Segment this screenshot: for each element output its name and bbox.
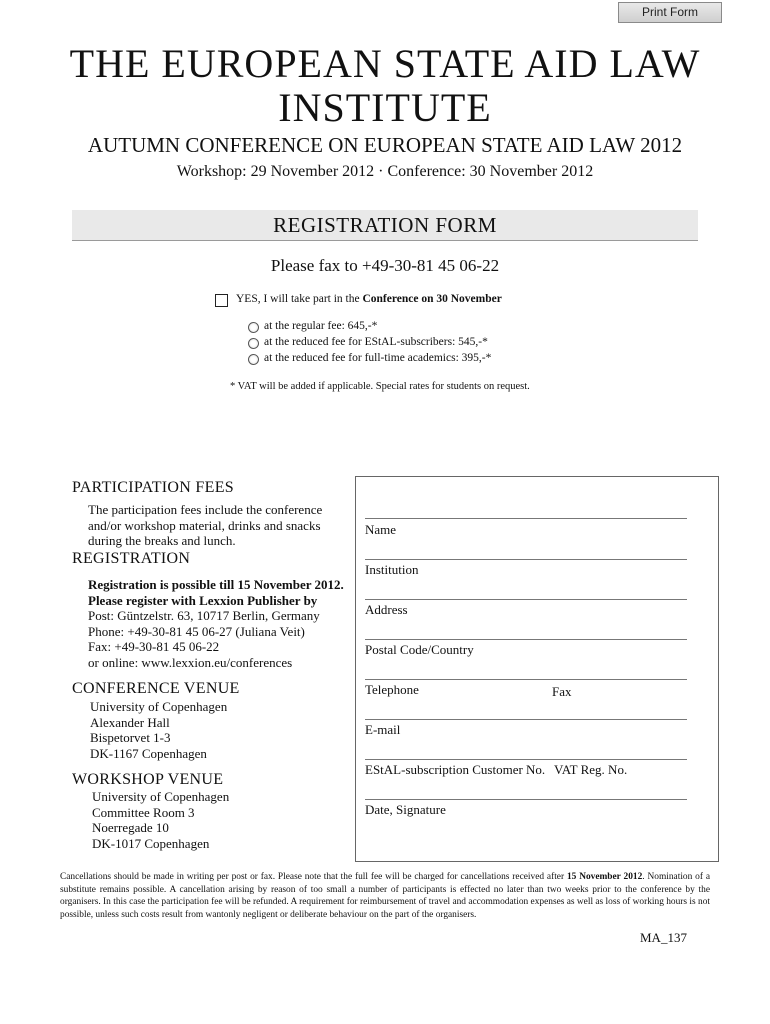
participation-fees-text — [88, 502, 346, 549]
vat-no-label: VAT Reg. No. — [554, 762, 628, 777]
registration-form-heading: REGISTRATION FORM — [273, 213, 497, 237]
registration-deadline: Registration is possible till 15 November 2012. — [88, 577, 344, 592]
event-dates: Workshop: 29 November 2012 · Conference: 30 November 2012 — [176, 163, 594, 180]
address-field[interactable] — [365, 599, 687, 600]
workshop-venue-text — [92, 789, 229, 851]
participation-line: and/or workshop material, drinks and snacks — [88, 517, 321, 533]
registration-publisher: Please register with Lexxion Publisher by — [88, 592, 318, 608]
registration-heading: REGISTRATION — [72, 550, 191, 567]
postal-label: Postal Code/Country — [365, 642, 474, 657]
signature-label: Date, Signature — [365, 802, 446, 817]
customer-no-label: EStAL-subscription Customer No. — [365, 762, 546, 777]
name-field[interactable] — [365, 518, 687, 519]
conference-attendance-label — [236, 293, 502, 305]
conference-venue-heading: CONFERENCE VENUE — [72, 680, 240, 697]
venue-line: DK-1167 Copenhagen — [90, 745, 207, 761]
venue-line: Bispetorvet 1-3 — [90, 730, 171, 745]
terms-bold-date: 15 November 2012 — [566, 872, 643, 882]
terms-part-1: Cancellations should be made in writing per post or fax. Please note that the full fee will be charged for cancellations received after — [60, 872, 567, 882]
institution-field[interactable] — [365, 559, 687, 560]
title-line-1: THE EUROPEAN STATE AID LAW — [69, 41, 701, 86]
workshop-line: University of Copenhagen — [92, 789, 230, 804]
venue-line: University of Copenhagen — [90, 699, 228, 714]
address-label: Address — [365, 602, 408, 617]
workshop-venue-heading: WORKSHOP VENUE — [72, 771, 224, 788]
cancellation-terms — [60, 871, 710, 921]
fee-academic-label: at the reduced fee for full-time academics: 395,-* — [264, 352, 492, 364]
workshop-line: DK-1017 Copenhagen — [92, 835, 210, 851]
workshop-line: Committee Room 3 — [92, 804, 195, 820]
registration-fax: Fax: +49-30-81 45 06-22 — [88, 639, 220, 654]
terms-part-2: . Nomination of a substitute remains possible. A cancellation arising by reason of too small a number of participants is effected no later than two weeks prior to the conference by the organisers. In this case the participation fee will be refunded. A requirement for reimbursement of travel and accommodation expenses as well as loss of working hours is not possible, unless such costs result from wantonly negligent or deliberate behaviour on the part of the organisers. — [60, 872, 710, 920]
email-field[interactable] — [365, 719, 687, 720]
postal-field[interactable] — [365, 639, 687, 640]
telephone-field[interactable] — [365, 679, 687, 680]
signature-field[interactable] — [365, 799, 687, 800]
fee-regular-label: at the regular fee: 645,-* — [264, 320, 378, 332]
registration-form-banner — [72, 210, 698, 241]
title-line-2: INSTITUTE — [278, 85, 492, 130]
fax-instruction: Please fax to +49-30-81 45 06-22 — [270, 256, 500, 275]
participation-line: The participation fees include the conference — [88, 502, 323, 517]
participation-fees-heading: PARTICIPATION FEES — [72, 479, 234, 496]
print-form-button[interactable]: Print Form — [618, 2, 722, 23]
registration-phone: Phone: +49-30-81 45 06-27 (Juliana Veit) — [88, 623, 305, 639]
conference-title: AUTUMN CONFERENCE ON EUROPEAN STATE AID LAW 2012 — [87, 133, 683, 157]
workshop-line: Noerregade 10 — [92, 820, 169, 835]
fee-subscriber-label: at the reduced fee for EStAL-subscribers: 545,-* — [264, 336, 488, 348]
fax-label: Fax — [552, 684, 572, 699]
conference-attendance-checkbox[interactable] — [215, 294, 228, 307]
fee-regular-radio[interactable] — [248, 322, 259, 333]
attendance-prefix: YES, I will take part in the — [236, 293, 363, 305]
registration-text — [88, 577, 350, 670]
attendance-bold: Conference on 30 November — [362, 293, 502, 305]
institution-label: Institution — [365, 562, 419, 577]
participation-line: during the breaks and lunch. — [88, 533, 236, 548]
vat-note: * VAT will be added if applicable. Special rates for students on request. — [230, 381, 530, 392]
name-label: Name — [365, 522, 397, 537]
email-label: E-mail — [365, 722, 401, 737]
registration-online: or online: www.lexxion.eu/conferences — [88, 654, 293, 670]
document-code: MA_137 — [640, 930, 687, 945]
fee-academic-radio[interactable] — [248, 354, 259, 365]
registration-post: Post: Güntzelstr. 63, 10717 Berlin, Germany — [88, 608, 320, 623]
customer-no-field[interactable] — [365, 759, 687, 760]
venue-line: Alexander Hall — [90, 714, 170, 730]
telephone-label: Telephone — [365, 682, 419, 697]
conference-venue-text — [90, 699, 227, 761]
fee-subscriber-radio[interactable] — [248, 338, 259, 349]
